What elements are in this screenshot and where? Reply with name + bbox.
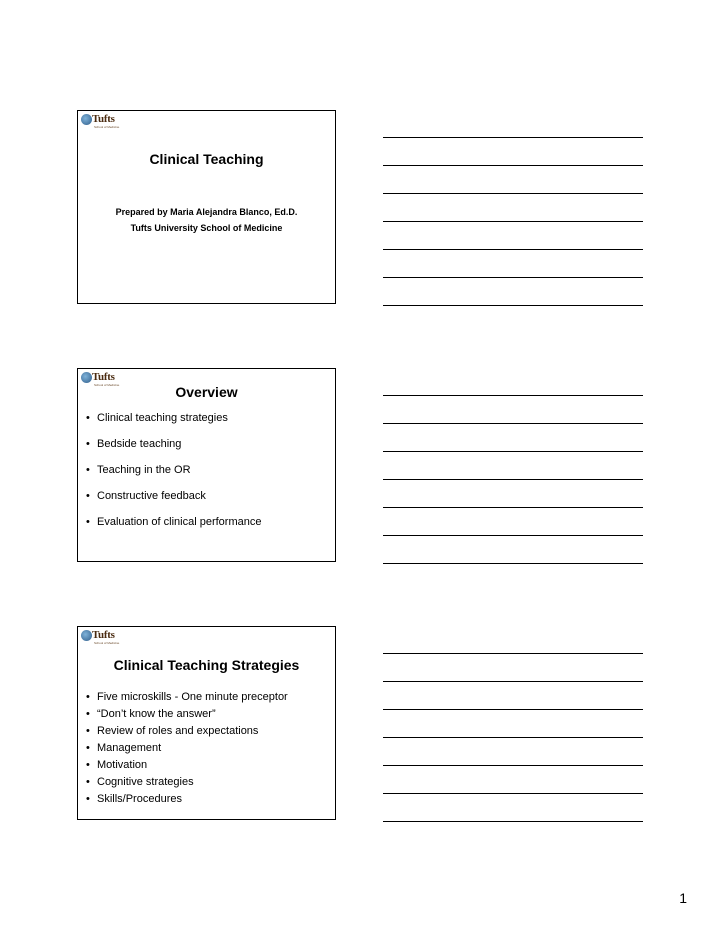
note-line [383,424,643,452]
slide-2-thumbnail [77,368,336,562]
list-item: • Clinical teaching strategies [86,411,331,437]
notes-lines-1 [383,110,643,306]
slide-institution-line: Tufts University School of Medicine [130,223,283,233]
note-line [383,396,643,424]
note-line [383,166,643,194]
note-line [383,194,643,222]
note-line [383,480,643,508]
list-item: • Bedside teaching [86,437,331,463]
logo-wordmark: Tufts [92,113,115,125]
note-line [383,250,643,278]
list-item: • Cognitive strategies [86,775,331,792]
list-item: • Review of roles and expectations [86,724,331,741]
globe-icon [81,630,92,641]
slide-title: Clinical Teaching [149,151,264,167]
slide-author-line: Prepared by Maria Alejandra Blanco, Ed.D. [115,207,298,217]
globe-icon [81,372,92,383]
note-line [383,110,643,138]
note-line [383,654,643,682]
note-line [383,222,643,250]
logo-wordmark: Tufts [92,371,115,383]
list-item: • “Don’t know the answer” [86,707,331,724]
list-item: • Constructive feedback [86,489,331,515]
page-number: 1 [679,890,687,906]
list-item: • Skills/Procedures [86,792,331,809]
logo-subtitle: School of Medicine [94,125,120,129]
note-line [383,738,643,766]
bullet-list [86,411,331,541]
note-line [383,278,643,306]
note-line [383,626,643,654]
note-line [383,536,643,564]
list-item: • Management [86,741,331,758]
slide-title: Clinical Teaching Strategies [113,657,300,673]
notes-lines-2 [383,368,643,564]
tufts-logo [81,114,121,132]
slide-3-thumbnail [77,626,336,820]
note-line [383,766,643,794]
logo-subtitle: School of Medicine [94,383,120,387]
logo-subtitle: School of Medicine [94,641,120,645]
list-item: • Evaluation of clinical performance [86,515,331,541]
note-line [383,682,643,710]
note-line [383,138,643,166]
tufts-logo [81,630,121,648]
note-line [383,710,643,738]
note-line [383,368,643,396]
list-item: • Five microskills - One minute preceptor [86,690,331,707]
slide-1-thumbnail [77,110,336,304]
notes-lines-3 [383,626,643,822]
logo-wordmark: Tufts [92,629,115,641]
list-item: • Teaching in the OR [86,463,331,489]
note-line [383,794,643,822]
note-line [383,508,643,536]
slide-title: Overview [175,384,238,400]
note-line [383,452,643,480]
globe-icon [81,114,92,125]
bullet-list [86,690,331,809]
list-item: • Motivation [86,758,331,775]
